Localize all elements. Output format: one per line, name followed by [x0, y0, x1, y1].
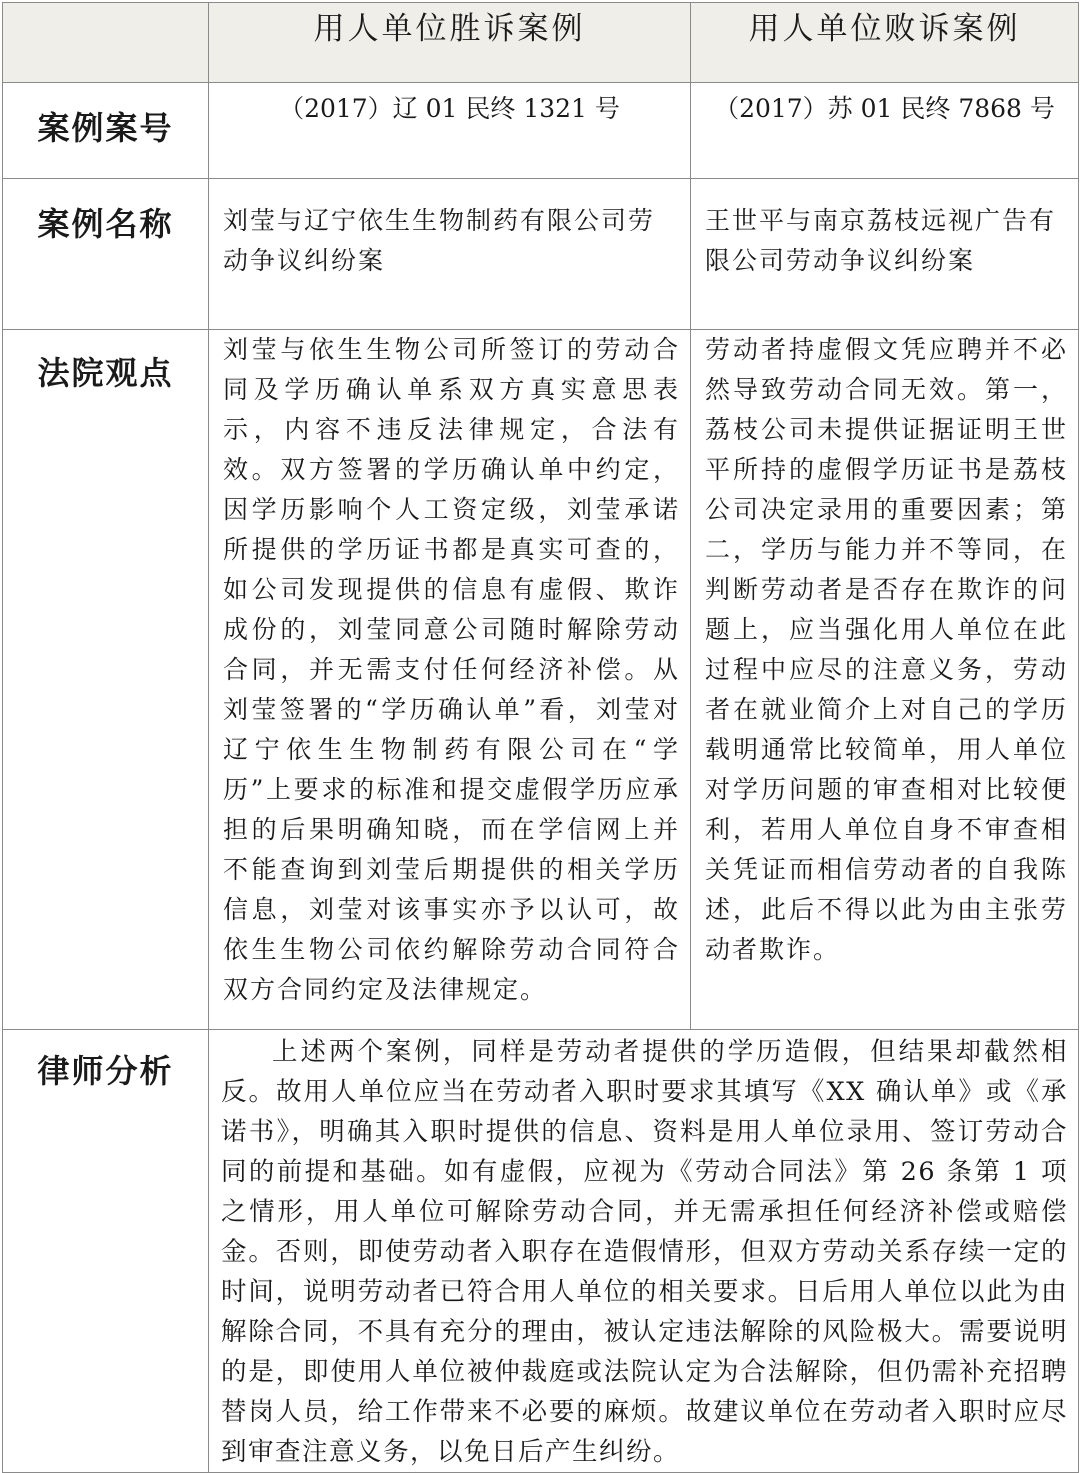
case-name-win: 刘莹与辽宁依生生物制药有限公司劳动争议纠纷案 [209, 179, 691, 330]
case-number-lose: （2017）苏 01 民终 7868 号 [691, 83, 1079, 179]
table-row-lawyer-analysis [3, 1030, 1079, 1473]
row-label-case-name: 案例名称 [3, 179, 209, 330]
table-header-row [3, 3, 1079, 83]
table-row-court-view [3, 330, 1079, 1030]
case-number-win: （2017）辽 01 民终 1321 号 [209, 83, 691, 179]
court-view-win: 刘莹与依生生物公司所签订的劳动合同及学历确认单系双方真实意思表示，内容不违反法律规定，合法有效。双方签署的学历确认单中约定，因学历影响个人工资定级，刘莹承诺所提供的学历证书都是真实可查的，如公司发现提供的信息有虚假、欺诈成份的，刘莹同意公司随时解除劳动合同，并无需支付任何经济补偿。从刘莹签署的“学历确认单”看，刘莹对辽宁依生生物制药有限公司在“学历”上要求的标准和提交虚假学历应承担的后果明确知晓，而在学信网上并不能查询到刘莹后期提供的相关学历信息，刘莹对该事实亦予以认可，故依生生物公司依约解除劳动合同符合双方合同约定及法律规定。 [209, 330, 691, 1030]
row-label-court-view: 法院观点 [3, 330, 209, 1030]
table-row-case-number [3, 83, 1079, 179]
lawyer-analysis-text: 上述两个案例，同样是劳动者提供的学历造假，但结果却截然相反。故用人单位应当在劳动者入职时要求其填写《XX 确认单》或《承诺书》，明确其入职时提供的信息、资料是用人单位录用、签订劳动合同的前提和基础。如有虚假，应视为《劳动合同法》第 26 条第 1 项之情形，用人单位可解除劳动合同，并无需承担任何经济补偿或赔偿金。否则，即使劳动者入职存在造假情形，但双方劳动关系存续一定的时间，说明劳动者已符合用人单位的相关要求。日后用人单位以此为由解除合同，不具有充分的理由，被认定违法解除的风险极大。需要说明的是，即使用人单位被仲裁庭或法院认定为合法解除，但仍需补充招聘替岗人员，给工作带来不必要的麻烦。故建议单位在劳动者入职时应尽到审查注意义务，以免日后产生纠纷。 [209, 1030, 1079, 1473]
header-corner-cell [3, 3, 209, 83]
table-row-case-name [3, 179, 1079, 330]
court-view-lose: 劳动者持虚假文凭应聘并不必然导致劳动合同无效。第一，荔枝公司未提供证据证明王世平所持的虚假学历证书是荔枝公司决定录用的重要因素；第二，学历与能力并不等同，在判断劳动者是否存在欺诈的问题上，应当强化用人单位在此过程中应尽的注意义务，劳动者在就业简介上对自己的学历载明通常比较简单，用人单位对学历问题的审查相对比较便利，若用人单位自身不审查相关凭证而相信劳动者的自我陈述，此后不得以此为由主张劳动者欺诈。 [691, 330, 1079, 1030]
row-label-case-number: 案例案号 [3, 83, 209, 179]
case-comparison-table [2, 2, 1079, 1473]
case-name-lose: 王世平与南京荔枝远视广告有限公司劳动争议纠纷案 [691, 179, 1079, 330]
header-win-cases: 用人单位胜诉案例 [209, 3, 691, 83]
header-lose-cases: 用人单位败诉案例 [691, 3, 1079, 83]
row-label-lawyer-analysis: 律师分析 [3, 1030, 209, 1473]
